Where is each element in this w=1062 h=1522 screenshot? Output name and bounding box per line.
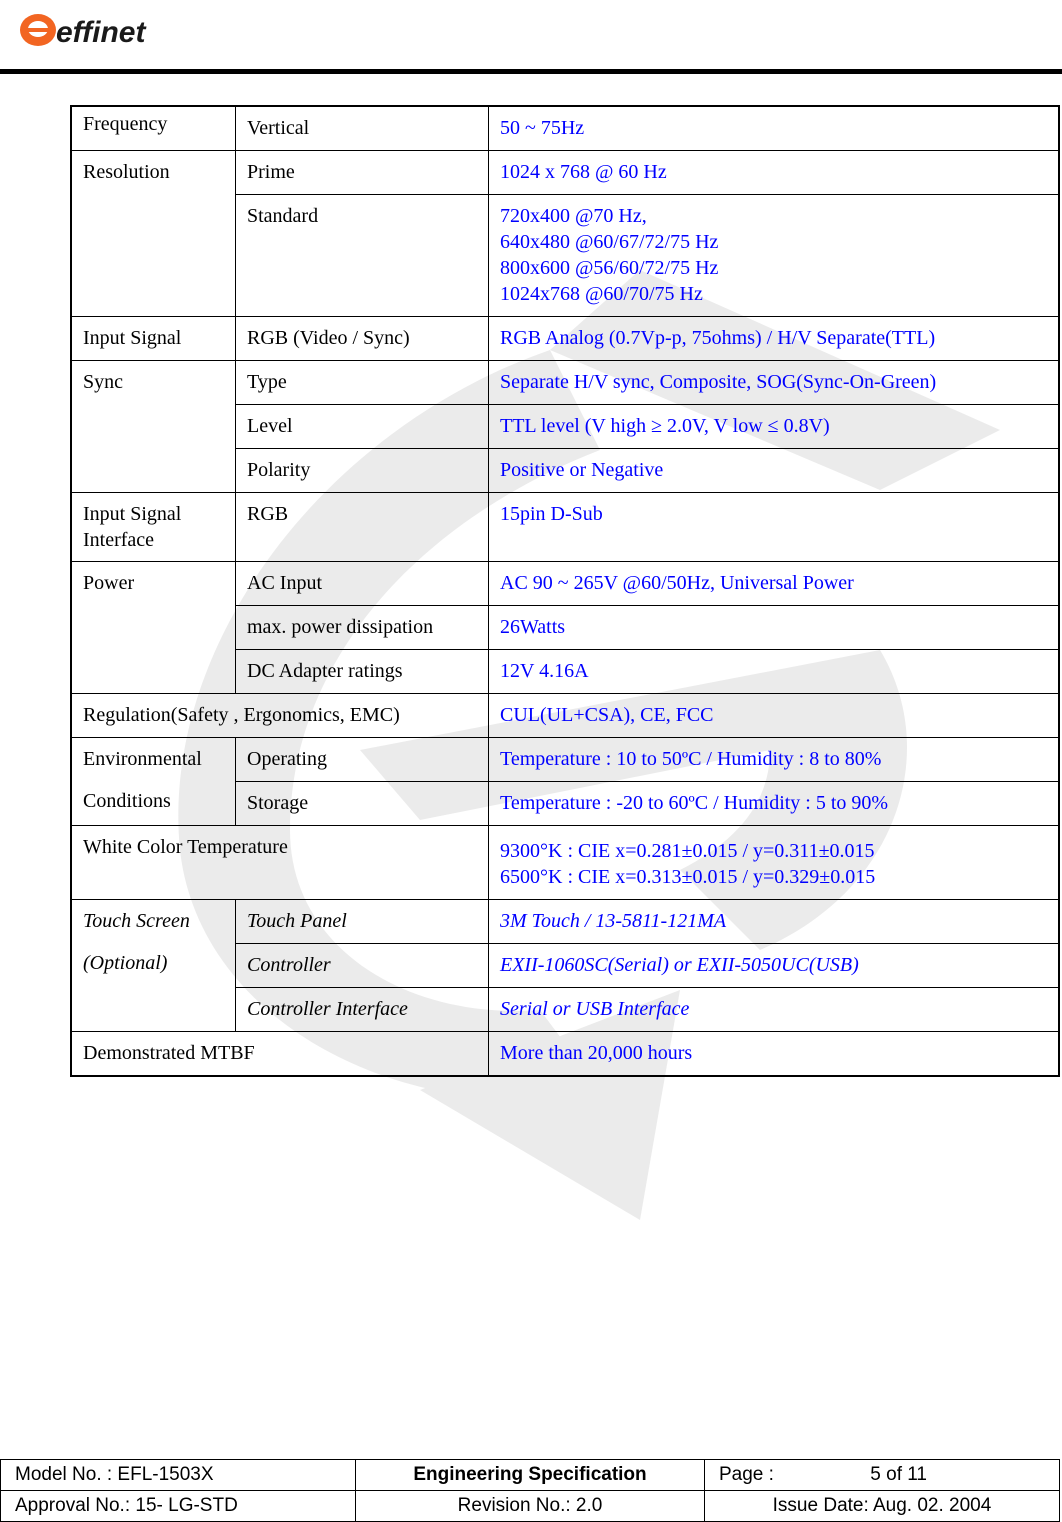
page-value: 5 of 11 (870, 1464, 927, 1485)
sync-level-sub: Level (236, 405, 489, 449)
issue-date: Issue Date: Aug. 02. 2004 (705, 1491, 1060, 1522)
touch-screen-label-line: Touch Screen (83, 910, 190, 932)
sync-level-value: TTL level (V high ≥ 2.0V, V low ≤ 0.8V) (489, 405, 1060, 449)
table-row (71, 106, 1059, 151)
resolution-standard-sub: Standard (236, 195, 489, 317)
regulation-value: CUL(UL+CSA), CE, FCC (489, 694, 1060, 738)
standard-mode: 640x480 @60/67/72/75 Hz (500, 231, 719, 253)
touch-interface-sub: Controller Interface (236, 988, 489, 1032)
input-interface-label-line: Input Signal (83, 503, 182, 525)
resolution-prime-sub: Prime (236, 151, 489, 195)
touch-controller-value: EXII-1060SC(Serial) or EXII-5050UC(USB) (489, 944, 1060, 988)
page-label: Page : (719, 1464, 774, 1485)
touch-interface-value: Serial or USB Interface (489, 988, 1060, 1032)
model-number: Model No. : EFL-1503X (1, 1460, 356, 1491)
mtbf-label: Demonstrated MTBF (71, 1032, 489, 1077)
touch-screen-label-line: (Optional) (83, 952, 168, 974)
white-color-label: White Color Temperature (71, 826, 489, 900)
power-label: Power (71, 562, 236, 694)
table-row (71, 826, 1059, 900)
header-rule (0, 69, 1062, 74)
standard-mode: 1024x768 @60/70/75 Hz (500, 283, 703, 305)
standard-mode: 800x600 @56/60/72/75 Hz (500, 257, 719, 279)
table-row (71, 493, 1059, 562)
environmental-operating-value: Temperature : 10 to 50ºC / Humidity : 8 to 80% (489, 738, 1060, 782)
sync-label: Sync (71, 361, 236, 493)
standard-mode: 720x400 @70 Hz, (500, 205, 647, 227)
input-interface-value: 15pin D-Sub (489, 493, 1060, 562)
touch-panel-sub: Touch Panel (236, 900, 489, 944)
power-ac-sub: AC Input (236, 562, 489, 606)
footer-table (0, 1459, 1060, 1522)
input-signal-value: RGB Analog (0.7Vp-p, 75ohms) / H/V Separate(TTL) (489, 317, 1060, 361)
approval-number: Approval No.: 15- LG-STD (1, 1491, 356, 1522)
input-interface-label-line: Interface (83, 529, 155, 551)
power-dissipation-value: 26Watts (489, 606, 1060, 650)
frequency-value: 50 ~ 75Hz (489, 106, 1060, 151)
white-color-value: 9300°K : CIE x=0.281±0.015 / y=0.311±0.015 (500, 840, 875, 862)
touch-screen-label (71, 900, 236, 1032)
power-adapter-value: 12V 4.16A (489, 650, 1060, 694)
touch-panel-value: 3M Touch / 13-5811-121MA (489, 900, 1060, 944)
table-row (1, 1460, 1060, 1491)
resolution-label: Resolution (71, 151, 236, 317)
table-row (71, 361, 1059, 405)
touch-controller-sub: Controller (236, 944, 489, 988)
white-color-values (489, 826, 1060, 900)
frequency-label: Frequency (71, 106, 236, 151)
table-row (71, 738, 1059, 782)
table-row (71, 900, 1059, 944)
input-interface-sub: RGB (236, 493, 489, 562)
environmental-label (71, 738, 236, 826)
sync-polarity-sub: Polarity (236, 449, 489, 493)
power-adapter-sub: DC Adapter ratings (236, 650, 489, 694)
page-number (705, 1460, 1060, 1491)
revision-number: Revision No.: 2.0 (356, 1491, 705, 1522)
environmental-label-line: Environmental (83, 748, 202, 770)
white-color-value: 6500°K : CIE x=0.313±0.015 / y=0.329±0.015 (500, 866, 876, 888)
sync-type-sub: Type (236, 361, 489, 405)
frequency-sub: Vertical (236, 106, 489, 151)
input-interface-label (71, 493, 236, 562)
table-row (71, 562, 1059, 606)
table-row (71, 694, 1059, 738)
environmental-operating-sub: Operating (236, 738, 489, 782)
environmental-label-line: Conditions (83, 790, 171, 812)
resolution-prime-value: 1024 x 768 @ 60 Hz (489, 151, 1060, 195)
environmental-storage-sub: Storage (236, 782, 489, 826)
environmental-storage-value: Temperature : -20 to 60ºC / Humidity : 5 to 90% (489, 782, 1060, 826)
sync-polarity-value: Positive or Negative (489, 449, 1060, 493)
resolution-standard-values (489, 195, 1060, 317)
mtbf-value: More than 20,000 hours (489, 1032, 1060, 1077)
input-signal-sub: RGB (Video / Sync) (236, 317, 489, 361)
sync-type-value: Separate H/V sync, Composite, SOG(Sync-On-Green) (489, 361, 1060, 405)
document-title: Engineering Specification (356, 1460, 705, 1491)
power-ac-value: AC 90 ~ 265V @60/50Hz, Universal Power (489, 562, 1060, 606)
table-row (71, 1032, 1059, 1077)
effinet-logo (14, 6, 174, 52)
power-dissipation-sub: max. power dissipation (236, 606, 489, 650)
table-row (71, 151, 1059, 195)
table-row (71, 317, 1059, 361)
table-row (1, 1491, 1060, 1522)
regulation-label: Regulation(Safety , Ergonomics, EMC) (71, 694, 489, 738)
input-signal-label: Input Signal (71, 317, 236, 361)
logo-text: effinet (56, 16, 146, 49)
spec-table (70, 105, 1060, 1077)
